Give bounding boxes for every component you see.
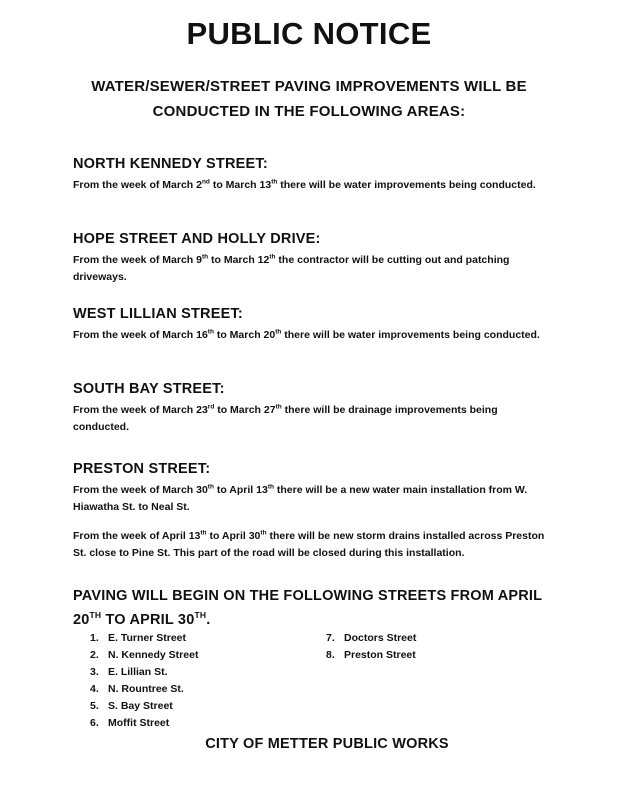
section-heading: WEST LILLIAN STREET:	[73, 306, 243, 322]
subtitle-line-1: WATER/SEWER/STREET PAVING IMPROVEMENTS WILL BE	[91, 78, 527, 95]
list-item: 4. N. Rountree St.	[90, 683, 184, 695]
list-item: 8. Preston Street	[326, 649, 416, 661]
section-description: From the week of March 30th to April 13th there will be a new water main installation from W. Hiawatha St. to Neal St.	[73, 483, 528, 513]
section-west-lillian-street	[73, 305, 553, 344]
paving-street-list-column-2	[326, 630, 416, 664]
list-item: 3. E. Lillian St.	[90, 666, 168, 678]
footer-signature: CITY OF METTER PUBLIC WORKS	[205, 736, 449, 752]
notice-subtitle	[40, 74, 578, 124]
list-item: 5. S. Bay Street	[90, 700, 173, 712]
notice-title: PUBLIC NOTICE	[186, 16, 432, 51]
section-hope-street-holly-drive	[73, 230, 553, 286]
section-description: From the week of March 23rd to March 27th there will be drainage improvements being conducted.	[73, 403, 498, 433]
paving-heading: PAVING WILL BEGIN ON THE FOLLOWING STREETS FROM APRIL 20TH TO APRIL 30TH.	[73, 588, 542, 628]
section-description: From the week of March 16th to March 20th there will be water improvements being conducted.	[73, 328, 540, 341]
section-preston-street	[73, 460, 553, 562]
section-heading: NORTH KENNEDY STREET:	[73, 156, 268, 172]
list-item: 6. Moffit Street	[90, 717, 170, 729]
section-description: From the week of March 9th to March 12th the contractor will be cutting out and patching driveways.	[73, 253, 510, 283]
list-item: 1. E. Turner Street	[90, 632, 186, 644]
section-heading: PRESTON STREET:	[73, 461, 211, 477]
section-south-bay-street	[73, 380, 553, 436]
list-item: 2. N. Kennedy Street	[90, 649, 199, 661]
section-heading: HOPE STREET AND HOLLY DRIVE:	[73, 231, 321, 247]
section-description-2: From the week of April 13th to April 30th there will be new storm drains installed across Preston St. close to Pine St. This part of the road will be closed during this installation.	[73, 529, 545, 559]
section-heading: SOUTH BAY STREET:	[73, 381, 225, 397]
section-description: From the week of March 2nd to March 13th there will be water improvements being conducted.	[73, 178, 536, 191]
section-north-kennedy-street	[73, 155, 553, 194]
subtitle-line-2: CONDUCTED IN THE FOLLOWING AREAS:	[152, 103, 466, 120]
paving-street-list-column-1	[90, 630, 198, 732]
list-item: 7. Doctors Street	[326, 632, 417, 644]
